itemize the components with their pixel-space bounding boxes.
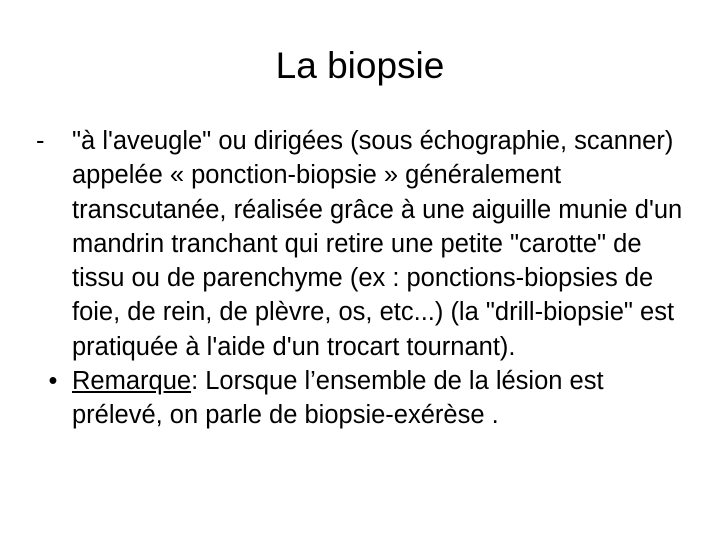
bullet-marker: •: [48, 367, 58, 396]
dash-marker: -: [36, 127, 45, 155]
remark-text: Lorsque l’ensemble de la lésion est prélevé, on parle de biopsie-exérèse .: [72, 367, 604, 430]
remark-separator: :: [191, 367, 199, 396]
paragraph-description: [36, 124, 690, 364]
remark-label: Remarque: [72, 367, 192, 396]
slide-content: [36, 124, 690, 433]
paragraph-remark: [36, 364, 690, 433]
slide-title: La biopsie: [275, 45, 445, 86]
description-text: "à l'aveugle" ou dirigées (sous échographie, scanner) appelée « ponction-biopsie » généralement transcutanée, réalisée grâce à une aiguille munie d'un mandrin tranchant qui retire une petite "carotte" de tissu ou de parenchyme (ex : ponctions-biopsies de foie, de rein, de plèvre, os, etc...) (la "drill-biopsie" est pratiquée à l'aide d'un trocart tournant).: [72, 127, 683, 361]
